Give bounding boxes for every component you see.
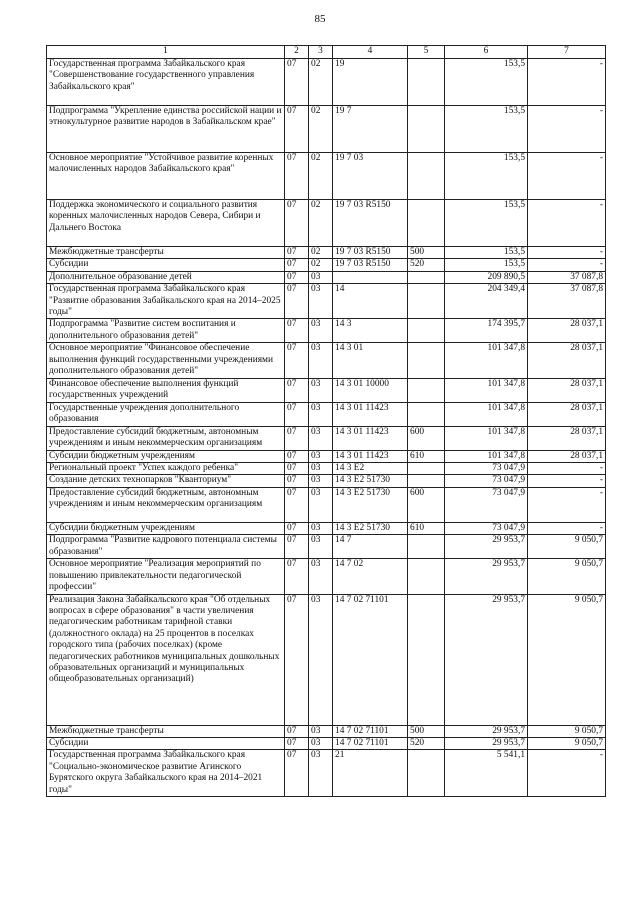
row-section: 07 [285, 463, 309, 475]
row-section: 07 [285, 559, 309, 594]
row-subsection: 03 [309, 737, 333, 749]
row-name: Государственные учреждения дополнительного образования [47, 402, 285, 426]
table-row [47, 343, 606, 378]
row-section: 07 [285, 450, 309, 462]
row-section: 07 [285, 153, 309, 200]
row-amount-6: 174 395,7 [445, 319, 528, 343]
row-name: Региональный проект "Успех каждого ребенка" [47, 463, 285, 475]
table-row [47, 559, 606, 594]
row-subsection: 02 [309, 153, 333, 200]
row-name: Основное мероприятие "Финансовое обеспечение выполнения функций государственными учреждениями дополнительного образования детей" [47, 343, 285, 378]
row-subsection: 03 [309, 402, 333, 426]
row-target-item: 14 3 01 11423 [333, 426, 408, 450]
row-target-item: 14 7 02 71101 [333, 725, 408, 737]
column-header-7: 7 [528, 46, 606, 59]
row-amount-7: 9 050,7 [528, 737, 606, 749]
row-target-item: 14 3 [333, 319, 408, 343]
row-name: Основное мероприятие "Реализация мероприятий по повышению привлекательности педагогической профессии" [47, 559, 285, 594]
table-row [47, 594, 606, 725]
row-subsection: 03 [309, 750, 333, 797]
row-expense-type [408, 284, 445, 319]
row-section: 07 [285, 319, 309, 343]
row-subsection: 03 [309, 559, 333, 594]
row-amount-7: 28 037,1 [528, 319, 606, 343]
row-amount-6: 73 047,9 [445, 475, 528, 487]
table-row [47, 319, 606, 343]
table-row [47, 153, 606, 200]
row-expense-type [408, 200, 445, 247]
table-row [47, 475, 606, 487]
table-row [47, 725, 606, 737]
row-amount-7: 9 050,7 [528, 594, 606, 725]
row-target-item: 21 [333, 750, 408, 797]
row-amount-6: 29 953,7 [445, 535, 528, 559]
row-name: Реализация Закона Забайкальского края "Об отдельных вопросах в сфере образования" в части увеличения педагогическим работникам тарифной ставки (должностного оклада) на 25 процентов в поселках городского типа (рабочих поселках) (кроме педагогических работников муниципальных дошкольных образовательных организаций и муниципальных общеобразовательных организаций) [47, 594, 285, 725]
row-section: 07 [285, 106, 309, 153]
row-name: Субсидии [47, 737, 285, 749]
row-amount-6: 209 890,5 [445, 271, 528, 283]
row-name: Субсидии бюджетным учреждениям [47, 522, 285, 534]
table-row [47, 487, 606, 522]
row-amount-6: 153,5 [445, 106, 528, 153]
row-amount-7: - [528, 106, 606, 153]
row-expense-type [408, 535, 445, 559]
row-section: 07 [285, 59, 309, 106]
row-amount-6: 101 347,8 [445, 402, 528, 426]
row-subsection: 03 [309, 319, 333, 343]
row-expense-type: 520 [408, 259, 445, 271]
row-expense-type [408, 271, 445, 283]
row-section: 07 [285, 378, 309, 402]
row-section: 07 [285, 271, 309, 283]
column-header-6: 6 [445, 46, 528, 59]
row-subsection: 02 [309, 59, 333, 106]
row-target-item: 14 3 E2 [333, 463, 408, 475]
row-subsection: 03 [309, 271, 333, 283]
row-amount-7: 37 087,8 [528, 271, 606, 283]
row-amount-6: 153,5 [445, 247, 528, 259]
row-target-item: 14 [333, 284, 408, 319]
row-amount-6: 101 347,8 [445, 450, 528, 462]
row-section: 07 [285, 535, 309, 559]
page-number: 85 [314, 13, 326, 25]
row-expense-type [408, 319, 445, 343]
row-expense-type: 500 [408, 247, 445, 259]
table-row [47, 402, 606, 426]
row-amount-6: 204 349,4 [445, 284, 528, 319]
row-amount-7: - [528, 487, 606, 522]
row-expense-type: 600 [408, 426, 445, 450]
row-target-item [333, 271, 408, 283]
row-target-item: 19 7 [333, 106, 408, 153]
row-amount-7: 9 050,7 [528, 535, 606, 559]
row-amount-7: 28 037,1 [528, 450, 606, 462]
row-expense-type: 600 [408, 487, 445, 522]
row-subsection: 03 [309, 535, 333, 559]
table-row [47, 522, 606, 534]
row-name: Государственная программа Забайкальского края "Социально-экономическое развитие Агинского Бурятского округа Забайкальского края на 2014–2021 годы" [47, 750, 285, 797]
row-amount-6: 101 347,8 [445, 426, 528, 450]
row-amount-6: 29 953,7 [445, 737, 528, 749]
row-subsection: 02 [309, 259, 333, 271]
row-amount-6: 5 541,1 [445, 750, 528, 797]
row-amount-6: 153,5 [445, 59, 528, 106]
row-amount-6: 153,5 [445, 200, 528, 247]
column-header-4: 4 [333, 46, 408, 59]
row-amount-6: 73 047,9 [445, 463, 528, 475]
row-amount-7: - [528, 59, 606, 106]
table-row [47, 378, 606, 402]
row-amount-7: 28 037,1 [528, 343, 606, 378]
row-subsection: 02 [309, 247, 333, 259]
row-subsection: 03 [309, 450, 333, 462]
row-amount-7: - [528, 247, 606, 259]
table-row [47, 59, 606, 106]
row-subsection: 03 [309, 378, 333, 402]
row-subsection: 03 [309, 594, 333, 725]
row-subsection: 03 [309, 475, 333, 487]
row-expense-type: 520 [408, 737, 445, 749]
row-expense-type [408, 475, 445, 487]
row-amount-6: 29 953,7 [445, 725, 528, 737]
row-expense-type [408, 59, 445, 106]
row-subsection: 03 [309, 522, 333, 534]
row-name: Дополнительное образование детей [47, 271, 285, 283]
table-row [47, 535, 606, 559]
row-amount-6: 101 347,8 [445, 378, 528, 402]
row-name: Поддержка экономического и социального развития коренных малочисленных народов Севера, Сибири и Дальнего Востока [47, 200, 285, 247]
row-subsection: 02 [309, 200, 333, 247]
row-target-item: 14 7 02 71101 [333, 737, 408, 749]
row-name: Предоставление субсидий бюджетным, автономным учреждениям и иным некоммерческим организациям [47, 487, 285, 522]
row-subsection: 03 [309, 284, 333, 319]
row-amount-6: 153,5 [445, 153, 528, 200]
row-target-item: 14 3 E2 51730 [333, 522, 408, 534]
table-row [47, 271, 606, 283]
row-target-item: 14 3 E2 51730 [333, 475, 408, 487]
table-row [47, 426, 606, 450]
row-amount-6: 29 953,7 [445, 559, 528, 594]
row-target-item: 14 7 [333, 535, 408, 559]
row-amount-7: 9 050,7 [528, 725, 606, 737]
row-amount-7: - [528, 200, 606, 247]
table-row [47, 450, 606, 462]
row-expense-type: 610 [408, 522, 445, 534]
row-target-item: 19 [333, 59, 408, 106]
table-row [47, 750, 606, 797]
row-section: 07 [285, 750, 309, 797]
row-amount-7: 9 050,7 [528, 559, 606, 594]
row-name: Подпрограмма "Развитие кадрового потенциала системы образования" [47, 535, 285, 559]
row-section: 07 [285, 522, 309, 534]
row-amount-7: 28 037,1 [528, 378, 606, 402]
row-target-item: 14 7 02 [333, 559, 408, 594]
row-expense-type [408, 343, 445, 378]
row-name: Государственная программа Забайкальского края "Совершенствование государственного управления Забайкальского края" [47, 59, 285, 106]
row-subsection: 03 [309, 343, 333, 378]
row-section: 07 [285, 426, 309, 450]
row-section: 07 [285, 594, 309, 725]
row-target-item: 14 3 E2 51730 [333, 487, 408, 522]
row-target-item: 19 7 03 R5150 [333, 247, 408, 259]
row-name: Подпрограмма "Укрепление единства российской нации и этнокультурное развитие народов в Забайкальском крае" [47, 106, 285, 153]
row-amount-7: 37 087,8 [528, 284, 606, 319]
table-row [47, 200, 606, 247]
row-target-item: 19 7 03 R5150 [333, 259, 408, 271]
row-section: 07 [285, 402, 309, 426]
row-section: 07 [285, 200, 309, 247]
row-name: Межбюджетные трансферты [47, 247, 285, 259]
table-row [47, 259, 606, 271]
column-header-5: 5 [408, 46, 445, 59]
row-name: Субсидии [47, 259, 285, 271]
table-row [47, 106, 606, 153]
row-subsection: 03 [309, 463, 333, 475]
row-name: Подпрограмма "Развитие систем воспитания и дополнительного образования детей" [47, 319, 285, 343]
row-expense-type [408, 106, 445, 153]
row-subsection: 03 [309, 487, 333, 522]
row-expense-type [408, 153, 445, 200]
row-amount-7: - [528, 522, 606, 534]
row-target-item: 14 3 01 [333, 343, 408, 378]
row-section: 07 [285, 259, 309, 271]
row-expense-type [408, 402, 445, 426]
row-amount-7: 28 037,1 [528, 426, 606, 450]
row-expense-type [408, 463, 445, 475]
row-section: 07 [285, 284, 309, 319]
row-expense-type [408, 559, 445, 594]
row-expense-type [408, 750, 445, 797]
row-name: Государственная программа Забайкальского края "Развитие образования Забайкальского края на 2014–2025 годы" [47, 284, 285, 319]
header-row [47, 46, 606, 59]
row-target-item: 14 3 01 11423 [333, 402, 408, 426]
row-amount-7: - [528, 750, 606, 797]
row-target-item: 19 7 03 [333, 153, 408, 200]
row-amount-7: - [528, 463, 606, 475]
table-row [47, 463, 606, 475]
row-name: Финансовое обеспечение выполнения функций государственных учреждений [47, 378, 285, 402]
row-amount-7: - [528, 153, 606, 200]
row-target-item: 19 7 03 R5150 [333, 200, 408, 247]
table-row [47, 247, 606, 259]
row-target-item: 14 3 01 11423 [333, 450, 408, 462]
row-section: 07 [285, 343, 309, 378]
column-header-3: 3 [309, 46, 333, 59]
row-subsection: 03 [309, 725, 333, 737]
row-amount-6: 29 953,7 [445, 594, 528, 725]
row-expense-type: 500 [408, 725, 445, 737]
row-amount-6: 73 047,9 [445, 522, 528, 534]
row-target-item: 14 3 01 10000 [333, 378, 408, 402]
row-name: Субсидии бюджетным учреждениям [47, 450, 285, 462]
row-target-item: 14 7 02 71101 [333, 594, 408, 725]
row-section: 07 [285, 737, 309, 749]
table-row [47, 737, 606, 749]
row-name: Предоставление субсидий бюджетным, автономным учреждениям и иным некоммерческим организациям [47, 426, 285, 450]
row-expense-type [408, 594, 445, 725]
row-name: Межбюджетные трансферты [47, 725, 285, 737]
row-name: Создание детских технопарков "Кванториум" [47, 475, 285, 487]
row-subsection: 02 [309, 106, 333, 153]
row-amount-7: 28 037,1 [528, 402, 606, 426]
row-amount-7: - [528, 259, 606, 271]
row-expense-type [408, 378, 445, 402]
column-header-2: 2 [285, 46, 309, 59]
row-amount-7: - [528, 475, 606, 487]
row-name: Основное мероприятие "Устойчивое развитие коренных малочисленных народов Забайкальского края" [47, 153, 285, 200]
row-section: 07 [285, 487, 309, 522]
table-row [47, 284, 606, 319]
column-header-1: 1 [47, 46, 285, 59]
row-amount-6: 101 347,8 [445, 343, 528, 378]
row-section: 07 [285, 725, 309, 737]
row-expense-type: 610 [408, 450, 445, 462]
budget-table [46, 45, 606, 797]
row-subsection: 03 [309, 426, 333, 450]
row-section: 07 [285, 247, 309, 259]
row-amount-6: 153,5 [445, 259, 528, 271]
row-section: 07 [285, 475, 309, 487]
row-amount-6: 73 047,9 [445, 487, 528, 522]
